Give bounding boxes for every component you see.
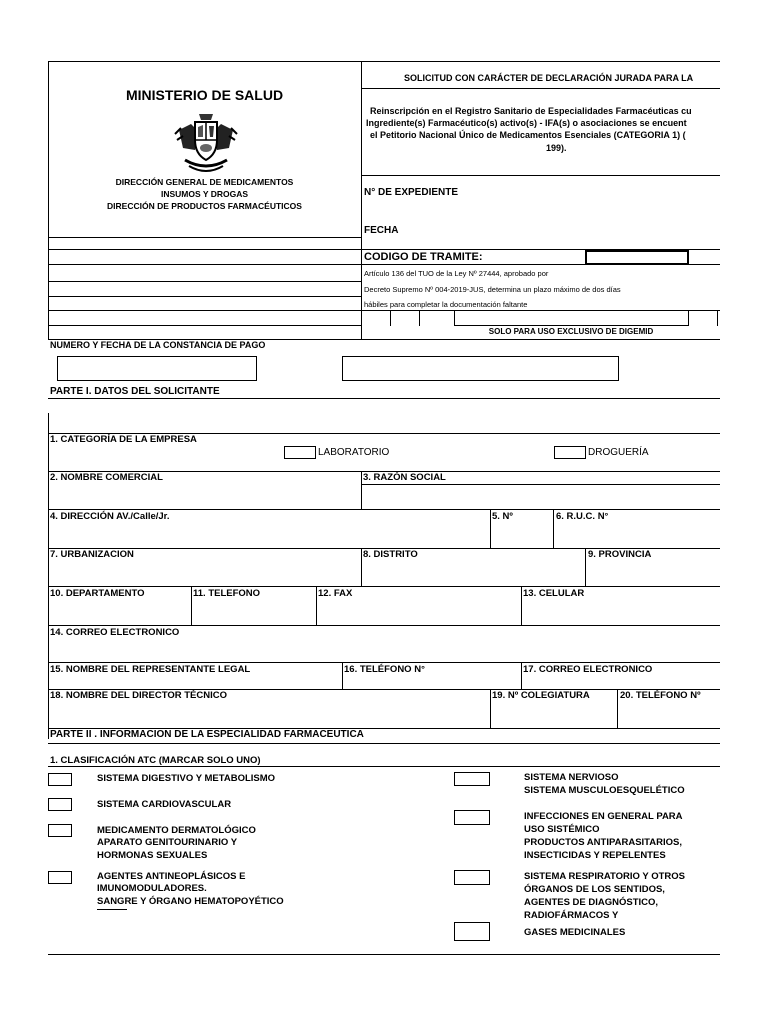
left-stub-line-3 (48, 264, 361, 265)
header-top-border (48, 61, 720, 62)
digemid-cell-div-2 (419, 310, 420, 326)
registration-input[interactable] (491, 703, 616, 727)
atc-infections-checkbox[interactable] (454, 810, 490, 825)
number-input[interactable] (491, 524, 552, 547)
atc-medical-gases-checkbox[interactable] (454, 922, 490, 941)
department-line-2: INSUMOS Y DROGAS (160, 189, 249, 199)
fax-input[interactable] (317, 601, 520, 625)
sangre-underline (97, 909, 127, 910)
drugstore-checkbox[interactable] (554, 446, 586, 459)
atc-dermatological-label-3: HORMONAS SEXUALES (97, 850, 208, 861)
atc-nervous-label-2: SISTEMA MUSCULOESQUELÉTICO (524, 785, 685, 796)
legal-rep-input[interactable] (49, 676, 341, 688)
legal-rep-email-input[interactable] (522, 676, 719, 688)
atc-infections-label-1: INFECCIONES EN GENERAL PARA (524, 811, 683, 822)
atc-cardiovascular-checkbox[interactable] (48, 798, 72, 811)
digemid-top-line (361, 310, 720, 311)
legal-note-line-1: Artículo 136 del TUO de la Ley Nº 27444, aprobado por (364, 269, 549, 278)
province-label: 9. PROVINCIA (588, 549, 652, 560)
left-stub-line-6 (48, 310, 361, 311)
atc-antineoplastic-checkbox[interactable] (48, 871, 72, 884)
phone-input[interactable] (192, 601, 315, 625)
row3-top (48, 509, 720, 510)
commercial-name-input[interactable] (49, 484, 360, 509)
part1-title: PARTE I. DATOS DEL SOLICITANTE (50, 386, 220, 397)
phone-label: 11. TELEFONO (193, 588, 261, 599)
department-label: 10. DEPARTAMENTO (50, 588, 145, 599)
registration-label: 19. Nº COLEGIATURA (492, 690, 590, 701)
commercial-name-label: 2. NOMBRE COMERCIAL (50, 472, 163, 483)
atc-dermatological-checkbox[interactable] (48, 824, 72, 837)
business-name-input[interactable] (362, 485, 719, 509)
district-label: 8. DISTRITO (363, 549, 418, 560)
email-label: 14. CORREO ELECTRONICO (50, 627, 180, 638)
business-name-label: 3. RAZÓN SOCIAL (363, 472, 446, 483)
description-line-4: 199). (546, 143, 567, 153)
atc-label: 1. CLASIFICACIÓN ATC (MARCAR SOLO UNO) (50, 755, 261, 766)
atc-dermatological-label-2: APARATO GENITOURINARIO Y (97, 837, 238, 848)
atc-respiratory-label-4: RADIOFÁRMACOS Y (524, 910, 619, 921)
atc-respiratory-label-1: SISTEMA RESPIRATORIO Y OTROS (524, 871, 685, 882)
company-category-label: 1. CATEGORÍA DE LA EMPRESA (50, 434, 197, 445)
department-input[interactable] (49, 601, 190, 625)
tech-director-phone-label: 20. TELÉFONO Nº (620, 690, 701, 701)
tech-director-input[interactable] (49, 703, 489, 727)
urbanization-label: 7. URBANIZACION (50, 549, 134, 560)
cellphone-input[interactable] (522, 601, 719, 625)
atc-nervous-label-1: SISTEMA NERVIOSO (524, 772, 619, 783)
legal-rep-label: 15. NOMBRE DEL REPRESENTANTE LEGAL (50, 664, 251, 675)
legal-rep-email-label: 17. CORREO ELECTRONICO (523, 664, 653, 675)
atc-cardiovascular-label: SISTEMA CARDIOVASCULAR (97, 799, 232, 810)
left-stub-line-2 (48, 249, 361, 250)
codigo-bottom-line (361, 264, 720, 265)
digemid-mid-line (454, 325, 688, 326)
cellphone-label: 13. CELULAR (523, 588, 585, 599)
exclusive-use-label: SOLO PARA USO EXCLUSIVO DE DIGEMID (488, 327, 654, 336)
codigo-label: CODIGO DE TRAMITE: (364, 251, 483, 263)
left-stub-line-5 (48, 296, 361, 297)
legal-note-line-2: Decreto Supremo Nº 004-2019-JUS, determina un plazo máximo de dos días (364, 285, 621, 294)
atc-underline (48, 766, 720, 767)
atc-antineoplastic-label-3: SANGRE Y ÓRGANO HEMATOPOYÉTICO (97, 896, 284, 907)
district-input[interactable] (362, 562, 584, 586)
atc-respiratory-checkbox[interactable] (454, 870, 490, 885)
ruc-input[interactable] (554, 524, 719, 547)
digemid-cell-div-1 (390, 310, 391, 326)
page-bottom-line (48, 954, 720, 955)
laboratory-label: LABORATORIO (318, 447, 390, 458)
description-line-2: Ingrediente(s) Farmacéutico(s) activo(s) - IFA(s) o asociaciones se encuent (366, 118, 687, 128)
left-stub-line-4 (48, 281, 361, 282)
fecha-label: FECHA (364, 225, 399, 236)
payment-date-input[interactable] (342, 356, 619, 381)
atc-infections-label-4: INSECTICIDAS Y REPELENTES (524, 850, 666, 861)
urbanization-input[interactable] (49, 562, 360, 586)
fax-label: 12. FAX (318, 588, 353, 599)
codigo-input[interactable] (585, 250, 689, 265)
row7-top (48, 662, 720, 663)
address-label: 4. DIRECCIÓN AV./Calle/Jr. (50, 511, 170, 522)
left-stub-line-7 (48, 325, 361, 326)
province-input[interactable] (586, 562, 719, 586)
atc-digestive-checkbox[interactable] (48, 773, 72, 786)
digemid-cell-div-5 (717, 310, 718, 326)
atc-digestive-label: SISTEMA DIGESTIVO Y METABOLISMO (97, 773, 276, 784)
tech-director-label: 18. NOMBRE DEL DIRECTOR TÉCNICO (50, 690, 228, 701)
ministry-title: MINISTERIO DE SALUD (125, 87, 284, 103)
atc-infections-label-2: USO SISTÉMICO (524, 824, 600, 835)
title-underline (361, 88, 720, 89)
atc-respiratory-label-3: AGENTES DE DIAGNÓSTICO, (524, 897, 659, 908)
payment-label: NUMERO Y FECHA DE LA CONSTANCIA DE PAGO (50, 340, 266, 350)
description-line-1: Reinscripción en el Registro Sanitario de Especialidades Farmacéuticas cu (370, 106, 692, 116)
description-line-3: el Petitorio Nacional Único de Medicamentos Esenciales (CATEGORIA 1) ( (370, 130, 686, 140)
atc-dermatological-label-1: MEDICAMENTO DERMATOLÓGICO (97, 825, 256, 836)
digemid-cell-div-4 (688, 310, 689, 326)
legal-rep-phone-label: 16. TELÉFONO N° (344, 664, 425, 675)
email-input[interactable] (49, 640, 719, 662)
atc-nervous-checkbox[interactable] (454, 772, 490, 786)
department-line-3: DIRECCIÓN DE PRODUCTOS FARMACÉUTICOS (107, 201, 302, 211)
payment-number-input[interactable] (57, 356, 257, 381)
part2-title: PARTE II . INFORMACION DE LA ESPECIALIDAD FARMACEUTICA (50, 729, 364, 740)
part1-title-line (48, 398, 720, 399)
atc-infections-label-3: PRODUCTOS ANTIPARASITARIOS, (524, 837, 682, 848)
form-title: SOLICITUD CON CARÁCTER DE DECLARACIÓN JURADA PARA LA (404, 73, 694, 83)
laboratory-checkbox[interactable] (284, 446, 316, 459)
ruc-label: 6. R.U.C. N° (556, 511, 609, 522)
atc-antineoplastic-label-1: AGENTES ANTINEOPLÁSICOS E (97, 871, 246, 882)
tech-director-phone-input[interactable] (618, 703, 719, 727)
number-label: 5. Nº (492, 511, 513, 522)
header-divider (361, 61, 362, 340)
legal-rep-phone-input[interactable] (343, 676, 520, 688)
row6-top (48, 625, 720, 626)
drugstore-label: DROGUERÍA (588, 447, 649, 458)
legal-note-line-3: hábiles para completar la documentación faltante (364, 300, 528, 309)
coat-of-arms-logo (171, 110, 241, 176)
row5-top (48, 586, 720, 587)
atc-medical-gases-label: GASES MEDICINALES (524, 927, 626, 938)
desc-underline (361, 175, 720, 176)
left-stub-line-1 (48, 237, 361, 238)
atc-respiratory-label-2: ÓRGANOS DE LOS SENTIDOS, (524, 884, 665, 895)
address-input[interactable] (49, 524, 489, 547)
department-line-1: DIRECCIÓN GENERAL DE MEDICAMENTOS (115, 177, 294, 187)
digemid-cell-div-3 (454, 310, 455, 326)
expediente-label: N° DE EXPEDIENTE (364, 187, 459, 198)
part2-title-line (48, 743, 720, 744)
atc-antineoplastic-label-2: IMUNOMODULADORES. (97, 883, 207, 894)
